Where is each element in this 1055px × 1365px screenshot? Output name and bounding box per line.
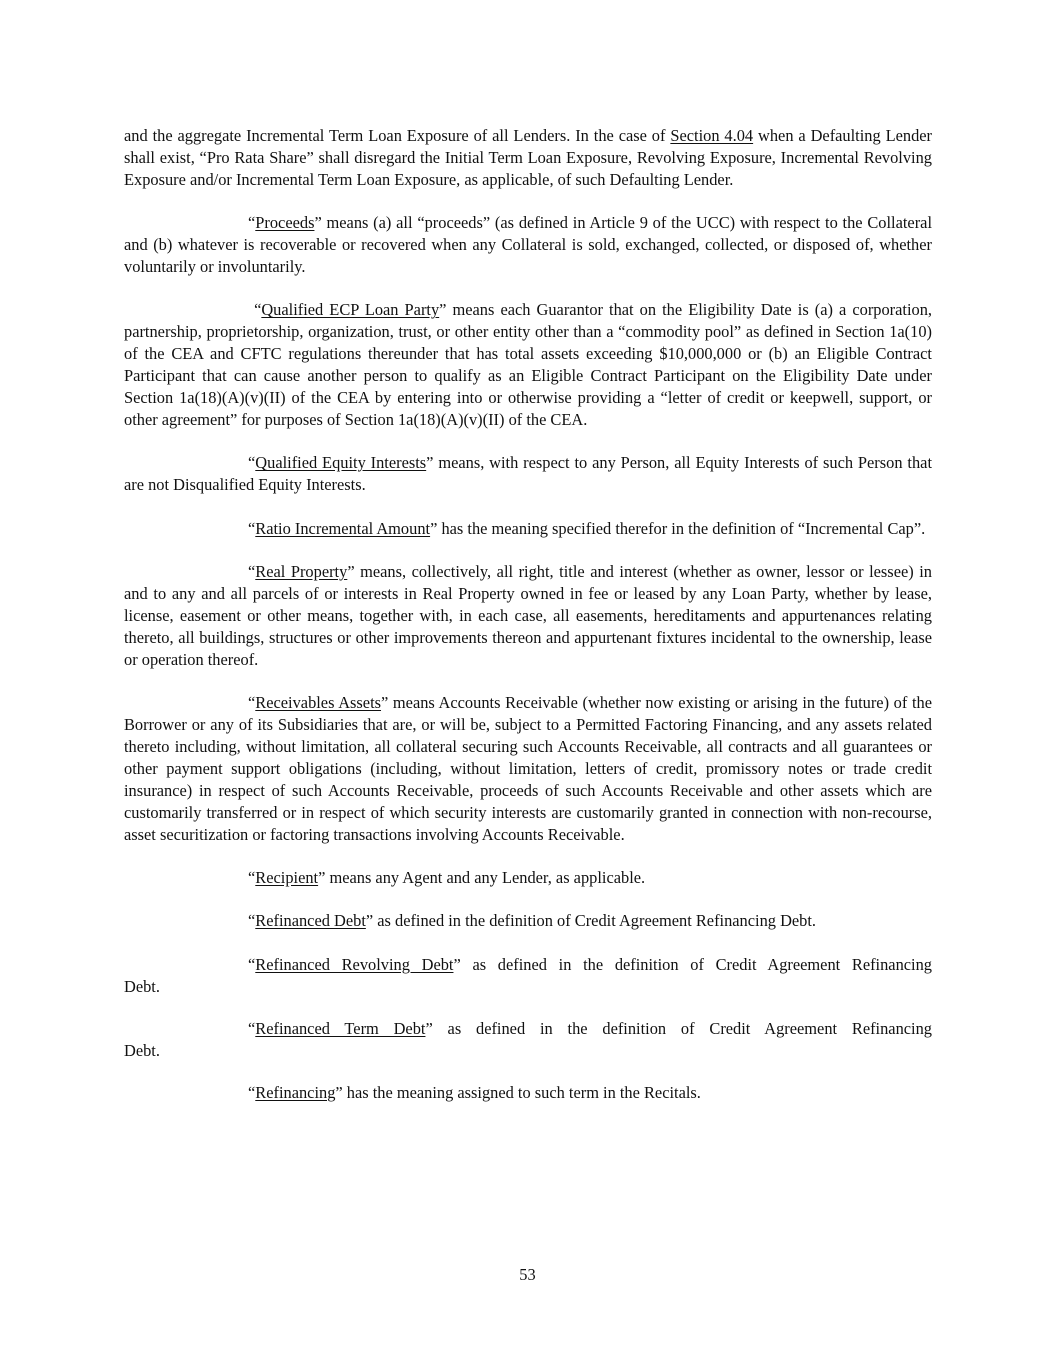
definition-recipient: [124, 867, 932, 889]
open-quote: “: [248, 954, 256, 974]
definition-first-line: [124, 954, 932, 976]
open-quote: “: [248, 518, 256, 538]
defined-term: Real Property: [255, 562, 348, 582]
definition-refinancing: [124, 1082, 932, 1104]
definition-refinanced-term-debt: [124, 1018, 932, 1062]
definition-text: ” as defined in the definition of Credit Agreement Refinancing: [425, 1019, 932, 1039]
defined-term: Refinanced Revolving Debt: [255, 954, 454, 974]
definition-text: ” means, collectively, all right, title and interest (whether as owner, lessor or lessee) in and to any and all parcels of or interests in Real Property owned in fee or leased by any Loan Party, whether by lease, license, easement or other means, together with, in each case, all easements, hereditaments and appurtenances relating thereto, all buildings, structures or other improvements thereon and appurtenant fixtures incidental to the ownership, lease or operation thereof.: [124, 562, 932, 669]
open-quote: “: [248, 300, 262, 320]
defined-term: Refinanced Debt: [255, 911, 366, 931]
defined-term: Recipient: [255, 867, 319, 887]
definition-receivables-assets: [124, 692, 932, 845]
definition-text: ” as defined in the definition of Credit Agreement Refinancing: [453, 954, 932, 974]
defined-term: Qualified Equity Interests: [255, 453, 427, 473]
definition-text: ” means any Agent and any Lender, as applicable.: [318, 867, 646, 887]
definition-text: ” has the meaning assigned to such term in the Recitals.: [335, 1083, 701, 1103]
open-quote: “: [248, 453, 256, 473]
text: when a Defaulting Lender shall exist, “Pro Rata Share” shall disregard the Initial Term Loan Exposure, Revolving Exposure, Incremental Revolving Exposure and/or Incremental Term Loan Exposure, as applicable, of such Defaulting Lender.: [124, 126, 932, 189]
definition-qualified-ecp-loan-party: [124, 299, 932, 430]
definition-text: ” has the meaning specified therefor in the definition of “Incremental Cap”.: [430, 518, 926, 538]
defined-term: Refinanced Term Debt: [255, 1019, 426, 1039]
definition-text: ” means, with respect to any Person, all Equity Interests of such Person that are not Disqualified Equity Interests.: [124, 453, 932, 495]
definition-refinanced-revolving-debt: [124, 954, 932, 998]
definition-text: ” means each Guarantor that on the Eligibility Date is (a) a corporation, partnership, proprietorship, organization, trust, or other entity other than a “commodity pool” as defined in Section 1a(10) of the CEA and CFTC regulations thereunder that has total assets exceeding $10,000,000 or (b) an Eligible Contract Participant that can cause another person to qualify as an Eligible Contract Participant on the Eligibility Date under Section 1a(18)(A)(v)(II) of the CEA by entering into or otherwise providing a “letter of credit or keepwell, support, or other agreement” for purposes of Section 1a(18)(A)(v)(II) of the CEA.: [124, 300, 932, 429]
definition-continuation: Debt.: [124, 1041, 160, 1060]
definition-refinanced-debt: [124, 910, 932, 932]
definition-text: ” as defined in the definition of Credit Agreement Refinancing Debt.: [365, 911, 817, 931]
definition-proceeds: [124, 212, 932, 278]
defined-term: Proceeds: [255, 213, 315, 233]
section-reference-link[interactable]: Section 4.04: [670, 126, 754, 145]
definition-text: ” means (a) all “proceeds” (as defined in Article 9 of the UCC) with respect to the Collateral and (b) whatever is recoverable or recovered when any Collateral is sold, exchanged, collected, or disposed of, whether voluntarily or involuntarily.: [124, 213, 932, 277]
defined-term: Refinancing: [255, 1083, 336, 1103]
page-number: 53: [519, 1265, 536, 1284]
defined-term: Qualified ECP Loan Party: [261, 300, 440, 320]
definition-qualified-equity-interests: [124, 452, 932, 496]
defined-term: Ratio Incremental Amount: [255, 518, 431, 538]
open-quote: “: [248, 562, 256, 582]
open-quote: “: [248, 213, 256, 233]
open-quote: “: [248, 911, 256, 931]
definition-first-line: [124, 1018, 932, 1040]
open-quote: “: [248, 693, 256, 713]
open-quote: “: [248, 1019, 256, 1039]
open-quote: “: [248, 867, 256, 887]
definition-ratio-incremental-amount: [124, 518, 932, 540]
paragraph-pro-rata-continuation: [124, 125, 932, 191]
document-page: [124, 125, 932, 1126]
defined-term: Receivables Assets: [255, 693, 382, 713]
text: and the aggregate Incremental Term Loan Exposure of all Lenders. In the case of: [124, 126, 671, 145]
open-quote: “: [248, 1083, 256, 1103]
definition-real-property: [124, 561, 932, 671]
definition-text: ” means Accounts Receivable (whether now existing or arising in the future) of the Borrower or any of its Subsidiaries that are, or will be, subject to a Permitted Factoring Financing, and any assets related thereto including, without limitation, all collateral securing such Accounts Receivable, all contracts and all guarantees or other payment support obligations (including, without limitation, letters of credit, promissory notes or trade credit insurance) in respect of such Accounts Receivable, proceeds of such Accounts Receivable and other assets which are customarily transferred or in respect of which security interests are customarily granted in connection with non-recourse, asset securitization or factoring transactions involving Accounts Receivable.: [124, 693, 932, 844]
definition-continuation: Debt.: [124, 976, 160, 996]
